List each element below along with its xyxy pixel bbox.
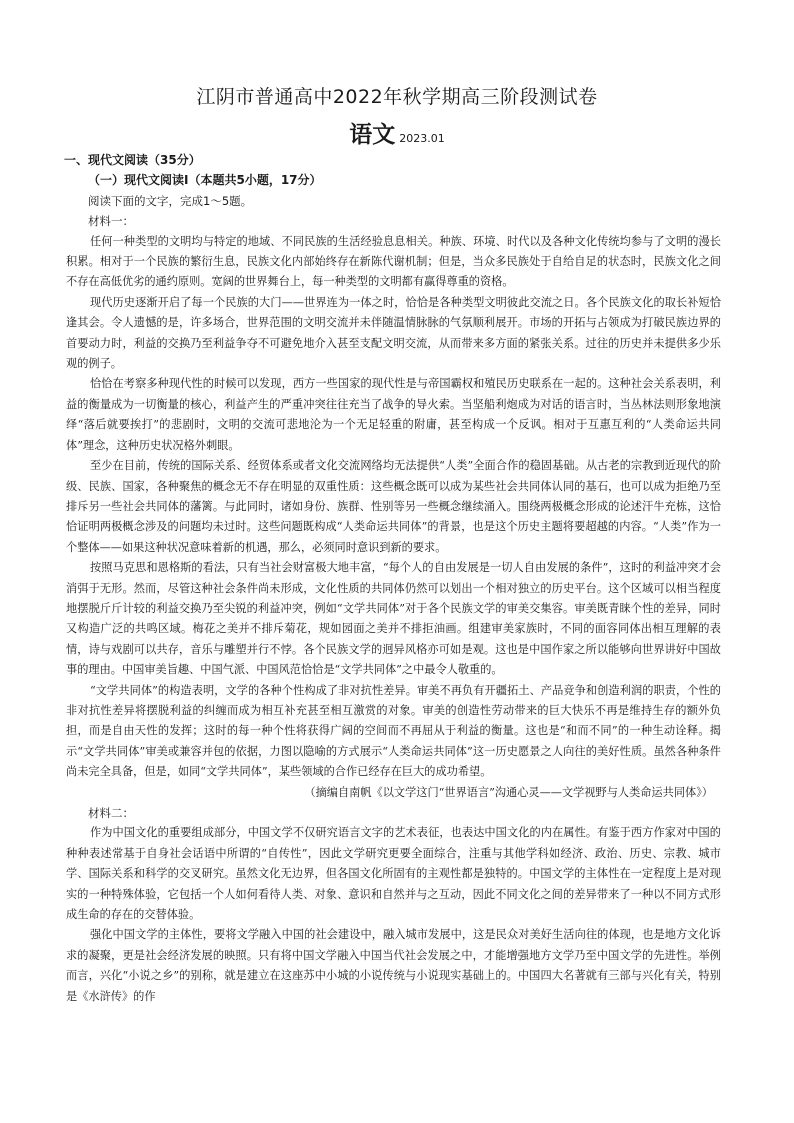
exam-date: 2023.01 <box>399 132 445 145</box>
material1-paragraph: “文学共同体”的构造表明，文学的各种个性构成了非对抗性差异。审美不再负有开疆拓土、产品竞争和创造利润的职责，个性的非对抗性差异将摆脱利益的纠缠而成为相互补充甚至相互激赏的对象。审美的创造性劳动带来的巨大快乐不再是维持生存的额外负担，而是自由天性的发挥；这时的每一种个性将获得广阔的空间而不再屈从于利益的衡量。这也是“和而不同”的一种生动诠释。揭示“文学共同体”审美或兼容并包的依据，力图以隐喻的方式展示“人类命运共同体”这一历史愿景之人向往的美好性质。虽然各种条件尚未完全具备，但是，如同“文学共同体”，某些领域的合作已经存在巨大的成功希望。 <box>66 683 721 779</box>
subsection-heading: （一）现代文阅读Ⅰ（本题共5小题，17分） <box>88 173 322 188</box>
material1-label: 材料一： <box>88 214 134 229</box>
material1-paragraph: 恰恰在考察多种现代性的时候可以发现，西方一些国家的现代性是与帝国霸权和殖民历史联系在一起的。这种社会关系表明，利益的衡量成为一切衡量的核心，利益产生的严重冲突往往充当了战争的导火索。当坚船利炮成为对话的语言时，当丛林法则形象地演绎“落后就要挨打”的悲剧时，文明的交流可悲地沦为一个无足轻重的附庸，甚至构成一个反讽。相对于互惠互利的“人类命运共同体”理念，这种历史状况格外刺眼。 <box>66 377 721 452</box>
material1-paragraph: 按照马克思和恩格斯的看法，只有当社会财富极大地丰富，“每个人的自由发展是一切人自由发展的条件”，这时的利益冲突才会消弭于无形。然而，尽管这种社会条件尚未形成，文化性质的共同体仍然可以划出一个相对独立的历史平台。这个区域可以相当程度地摆脱斤斤计较的利益交换乃至尖锐的利益冲突，例如“文学共同体”对于各个民族文学的审美交集容。审美既青睐个性的差异，同时又构造广泛的共鸣区域。梅花之美并不排斥菊花，规如园面之美并不排拒油画。组建审美家族时，不同的面容同体出相互理解的表情，诗与戏剧可以共存，音乐与雕塑并行不悖。各个民族文学的迥异风格亦可如是观。这也是中国作家之所以能够向世界讲好中国故事的理由。中国审美旨趣、中国气派、中国风范恰恰是“文学共同体”之中最令人敬重的。 <box>66 561 721 677</box>
subject-title: 语文 <box>349 122 396 148</box>
material1-paragraph: 现代历史逐渐开启了每一个民族的大门——世界连为一体之时，恰恰是各种类型文明彼此交流之日。各个民族文化的取长补短恰逢其会。令人遗憾的是，许多场合，世界范围的文明交流并未伴随温情脉脉的气氛顺利展开。市场的开拓与占领成为打破民族边界的首要动力时，利益的交换乃至利益争夺不可避免地介入甚至支配文明交流，从而带来多方面的紧张关系。过往的历史并未提供多少乐观的例子。 <box>66 295 721 371</box>
material2-paragraph: 作为中国文化的重要组成部分，中国文学不仅研究语言文字的艺术表征，也表达中国文化的内在属性。有鉴于西方作家对中国的种种表述常基于自身社会话语中所谓的“自传性”，因此文学研究更要全面综合，注重与其他学科如经济、政治、历史、宗教、城市学、国际关系和科学的交叉研究。虽然文化无边界，但各国文化所固有的主观性都是独特的。中国文学的主体性在一定程度上是对现实的一种特殊体验，它包括一个人如何看待人类、对象、意识和自然并与之互动，因此不同文化之间的差异带来了一种以不同方式形成生命的存在的交替体验。 <box>66 826 721 922</box>
instruction-text: 阅读下面的文字，完成1～5题。 <box>88 193 253 208</box>
exam-body <box>66 150 721 1007</box>
subject-line <box>0 116 794 149</box>
material1-paragraph: 至少在目前，传统的国际关系、经贸体系或者文化交流网络均无法提供“人类”全面合作的稳固基础。从古老的宗教到近现代的阶级、民族、国家，各种聚焦的概念无不存在明显的双重性质：这些概念既可以成为某些社会共同体认同的基石，也可以成为拒绝乃至排斥另一些社会共同体的藩篱。与此同时，诸如身份、族群、性别等另一些概念继续涌入。围绕两极概念形成的论述汗牛充栋，这恰恰证明两极概念涉及的问题均未过时。这些问题既构成“人类命运共同体”的背景，也是这个历史主题将要超越的内容。“人类”作为一个整体——如果这种状况意味着新的机遇，那么，必须同时意识到新的要求。 <box>66 459 721 554</box>
material1-source: （摘编自南帆《以文学这门“世界语言”沟通心灵——文学视野与人类命运共同体》） <box>304 785 713 799</box>
material2-label: 材料二： <box>88 806 134 820</box>
section-heading: 一、现代文阅读（35分） <box>64 153 201 167</box>
material2-paragraph: 强化中国文学的主体性，要将文学融入中国的社会建设中，融入城市发展中，这是民众对美好生活向往的体现，也是地方文化诉求的凝聚，更是社会经济发展的映照。只有将中国文学融入中国当代社会发展之中，才能增强地方文学乃至中国文学的先进性。举例而言，兴化“小说之乡”的别称，就是建立在这座苏中小城的小说传统与小说现实基础上的。中国四大名著就有三部与兴化有关，特别是《水浒传》的作 <box>66 928 721 1003</box>
exam-title: 江阴市普通高中2022年秋学期高三阶段测试卷 <box>196 86 598 108</box>
material1-paragraph: 任何一种类型的文明均与特定的地域、不同民族的生活经验息息相关。种族、环境、时代以及各种文化传统均参与了文明的漫长积累。相对于一个民族的繁衍生息，民族文化内部始终存在新陈代谢机制；但是，当众多民族处于自给自足的状态时，民族文化之间不存在高低优劣的通约原则。宽阔的世界舞台上，每一种类型的文明都有赢得尊重的资格。 <box>66 234 721 289</box>
